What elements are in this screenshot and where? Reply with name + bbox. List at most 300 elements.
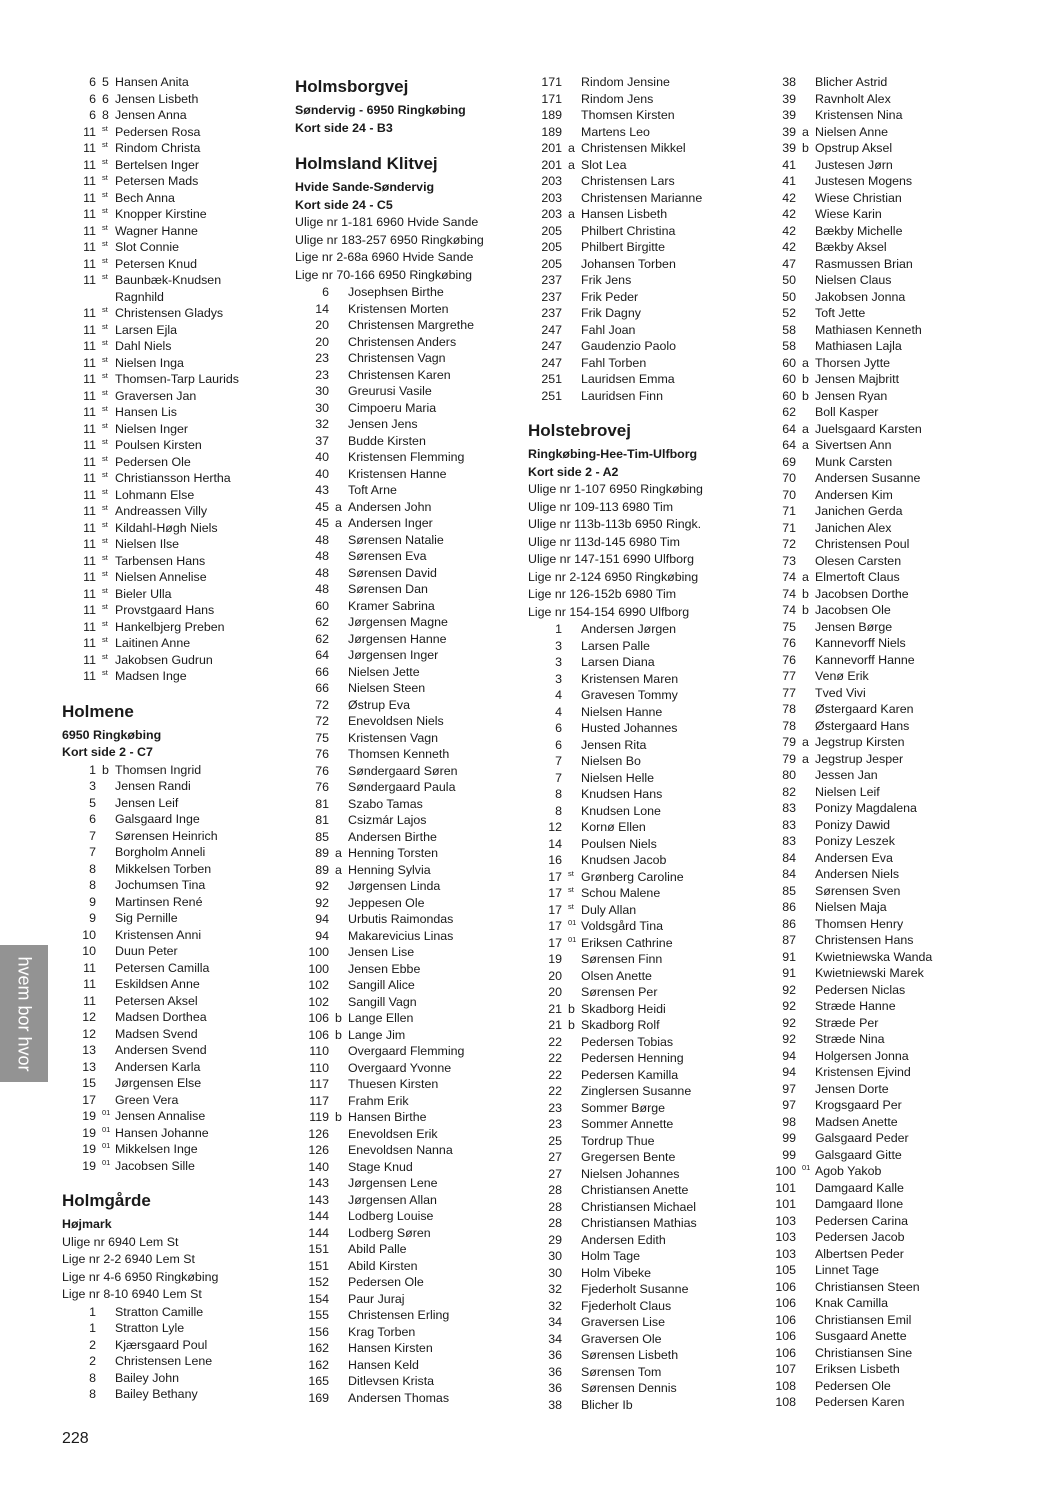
house-number: 205 xyxy=(541,256,562,271)
house-number: 119 xyxy=(309,1110,329,1124)
resident-name: Christensen Lene xyxy=(115,1354,213,1368)
house-number: 75 xyxy=(782,619,796,634)
postal-range: Ulige nr 109-113 6980 Tim xyxy=(528,499,674,514)
map-reference: Kort side 2 - C7 xyxy=(62,745,153,759)
resident-name: Christiansson Hertha xyxy=(115,471,231,485)
resident-name: Sørensen Finn xyxy=(581,952,663,966)
house-suffix: st xyxy=(568,868,574,878)
resident-name: Thuesen Kirsten xyxy=(348,1077,439,1091)
resident-row xyxy=(762,652,987,669)
house-number: 22 xyxy=(548,1084,562,1098)
house-number: 64 xyxy=(782,421,796,436)
house-number: 13 xyxy=(82,1043,96,1057)
resident-row xyxy=(528,173,753,190)
resident-row xyxy=(295,697,520,714)
resident-row xyxy=(528,1166,753,1183)
resident-name: Thomsen Ingrid xyxy=(115,762,202,777)
house-suffix: st xyxy=(102,255,108,265)
house-number: 27 xyxy=(548,1150,562,1164)
resident-name: Knak Camilla xyxy=(815,1296,888,1310)
resident-name: Philbert Birgitte xyxy=(581,240,666,254)
resident-row xyxy=(762,1015,987,1032)
postal-range: Lige nr 70-166 6950 Ringkøbing xyxy=(295,267,473,282)
resident-name: Duly Allan xyxy=(581,902,637,917)
house-suffix: st xyxy=(102,437,108,446)
resident-name: Sørensen Eva xyxy=(348,549,427,563)
house-number: 40 xyxy=(315,466,329,481)
house-number: 11 xyxy=(83,993,96,1008)
resident-row xyxy=(62,910,287,927)
resident-name: Green Vera xyxy=(115,1092,179,1107)
resident-row xyxy=(762,1312,987,1329)
house-suffix: st xyxy=(102,140,108,149)
house-number: 71 xyxy=(782,504,796,518)
resident-name: Tarbensen Hans xyxy=(115,553,206,568)
resident-name: Knudsen Lone xyxy=(581,803,661,818)
resident-name: Pedersen Carina xyxy=(815,1213,908,1228)
resident-row xyxy=(295,713,520,730)
resident-row xyxy=(762,1180,987,1197)
house-number: 203 xyxy=(541,207,562,221)
resident-name: Skadborg Heidi xyxy=(581,1001,666,1016)
resident-row xyxy=(295,1027,520,1044)
resident-name: Bailey John xyxy=(115,1370,180,1385)
resident-name: Kannevorff Niels xyxy=(815,636,906,650)
resident-row xyxy=(528,1116,753,1133)
house-number: 16 xyxy=(548,853,562,867)
house-number: 11 xyxy=(83,471,96,485)
resident-row xyxy=(295,680,520,697)
resident-name: Sivertsen Ann xyxy=(815,438,892,452)
resident-row xyxy=(528,654,753,671)
resident-name: Dahl Niels xyxy=(115,339,172,353)
street-section xyxy=(295,74,520,137)
resident-row xyxy=(528,786,753,803)
resident-name: Eskildsen Anne xyxy=(115,977,200,991)
house-number: 97 xyxy=(782,1098,796,1112)
house-number: 11 xyxy=(83,537,96,551)
resident-row xyxy=(528,91,753,108)
resident-row xyxy=(762,107,987,124)
resident-row xyxy=(295,862,520,879)
house-suffix: a xyxy=(802,570,809,584)
house-number: 81 xyxy=(315,796,329,811)
house-number: 41 xyxy=(782,157,796,172)
resident-row xyxy=(62,305,287,322)
resident-name: Elmertoft Claus xyxy=(815,570,900,584)
resident-row xyxy=(762,1048,987,1065)
resident-name: Kristensen Anni xyxy=(115,927,202,942)
house-number: 11 xyxy=(83,603,96,617)
resident-row xyxy=(528,935,753,952)
resident-name: Christiansen Sine xyxy=(815,1345,913,1360)
house-number: 22 xyxy=(548,1051,562,1065)
resident-name: Henning Sylvia xyxy=(348,862,431,877)
house-suffix: b xyxy=(335,1110,342,1124)
resident-name: Jørgensen Else xyxy=(115,1076,202,1090)
resident-row xyxy=(528,1364,753,1381)
resident-row xyxy=(762,1361,987,1378)
resident-row xyxy=(62,1059,287,1076)
house-number: 83 xyxy=(782,801,796,815)
resident-row xyxy=(528,869,753,886)
resident-row xyxy=(762,1378,987,1395)
resident-name: Baunbæk-Knudsen xyxy=(115,273,222,287)
resident-row xyxy=(528,1397,753,1414)
house-number: 247 xyxy=(541,355,562,370)
directory-column-4 xyxy=(762,74,987,1411)
resident-name: Johansen Torben xyxy=(581,256,676,271)
resident-row xyxy=(295,499,520,516)
resident-name: Agob Yakob xyxy=(815,1164,882,1178)
map-reference: Kort side 24 - C5 xyxy=(295,197,393,212)
house-number: 62 xyxy=(315,615,329,629)
house-suffix: a xyxy=(568,157,575,172)
resident-row xyxy=(62,635,287,652)
resident-row xyxy=(762,784,987,801)
resident-row xyxy=(528,852,753,869)
house-number: 40 xyxy=(315,450,329,464)
resident-row xyxy=(528,1380,753,1397)
resident-name: Sommer Børge xyxy=(581,1100,665,1115)
resident-row xyxy=(528,256,753,273)
resident-row xyxy=(295,1390,520,1407)
house-number: 106 xyxy=(775,1312,796,1327)
resident-row xyxy=(295,631,520,648)
house-number: 155 xyxy=(308,1308,329,1322)
house-number: 11 xyxy=(83,454,96,469)
house-number: 58 xyxy=(782,322,796,337)
resident-row xyxy=(528,1248,753,1265)
resident-name: Jacobsen Sille xyxy=(115,1158,195,1173)
resident-row xyxy=(528,140,753,157)
house-number: 9 xyxy=(89,911,96,925)
resident-name: Kannevorff Hanne xyxy=(815,652,915,667)
resident-row xyxy=(295,829,520,846)
resident-row xyxy=(528,1265,753,1282)
house-number: 1 xyxy=(89,762,96,777)
house-number: 50 xyxy=(782,289,796,304)
resident-row xyxy=(62,470,287,487)
resident-row xyxy=(295,895,520,912)
resident-name: Jørgensen Magne xyxy=(348,615,448,629)
resident-name: Hansen Lisbeth xyxy=(581,207,668,221)
house-suffix: 5 xyxy=(102,75,109,89)
house-number: 237 xyxy=(541,273,562,287)
resident-name: Fahl Torben xyxy=(581,355,647,370)
house-number: 70 xyxy=(782,471,796,485)
resident-row xyxy=(528,1215,753,1232)
resident-row xyxy=(528,1314,753,1331)
house-number: 30 xyxy=(315,400,329,415)
resident-name: Nielsen Claus xyxy=(815,273,892,287)
house-number: 201 xyxy=(541,141,562,155)
house-number: 21 xyxy=(548,1018,562,1032)
resident-name: Thomsen Kenneth xyxy=(348,747,450,761)
house-number: 84 xyxy=(782,867,796,881)
house-number: 85 xyxy=(782,883,796,898)
resident-name: Skadborg Rolf xyxy=(581,1018,660,1032)
resident-row xyxy=(762,173,987,190)
house-number: 62 xyxy=(782,405,796,419)
house-number: 11 xyxy=(83,619,96,634)
resident-name: Janichen Gerda xyxy=(815,504,903,518)
resident-row xyxy=(62,811,287,828)
resident-row xyxy=(62,602,287,619)
house-number: 72 xyxy=(315,714,329,728)
resident-name: Hansen Anita xyxy=(115,75,189,89)
house-suffix: st xyxy=(568,885,574,894)
resident-name: Bieler Ulla xyxy=(115,586,172,601)
resident-name: Christiansen Anette xyxy=(581,1183,689,1197)
resident-name: Christensen Poul xyxy=(815,537,910,551)
house-number: 189 xyxy=(541,124,562,139)
house-number: 77 xyxy=(782,669,796,683)
resident-row xyxy=(295,763,520,780)
house-suffix: a xyxy=(802,355,809,370)
house-number: 126 xyxy=(308,1126,329,1141)
house-number: 86 xyxy=(782,900,796,914)
resident-row xyxy=(62,437,287,454)
resident-name: Hansen Johanne xyxy=(115,1125,209,1140)
resident-name: Pedersen Kamilla xyxy=(581,1067,679,1082)
resident-name: Jensen Rita xyxy=(581,737,647,752)
house-suffix: st xyxy=(102,536,108,545)
house-number: 42 xyxy=(782,240,796,254)
resident-name: Tved Vivi xyxy=(815,685,866,700)
resident-name: Krogsgaard Per xyxy=(815,1098,902,1112)
resident-row xyxy=(528,1149,753,1166)
house-number: 22 xyxy=(548,1067,562,1082)
resident-row xyxy=(762,635,987,652)
resident-row xyxy=(762,850,987,867)
house-number: 151 xyxy=(308,1242,329,1256)
house-number: 11 xyxy=(83,636,96,650)
house-number: 20 xyxy=(315,318,329,332)
resident-row xyxy=(295,994,520,1011)
resident-name: Hansen Lis xyxy=(115,405,177,419)
resident-name: Abild Palle xyxy=(348,1242,407,1256)
resident-row xyxy=(528,371,753,388)
house-number: 12 xyxy=(82,1026,96,1041)
house-number: 92 xyxy=(782,1032,796,1046)
house-number: 8 xyxy=(555,787,562,801)
resident-row xyxy=(528,753,753,770)
resident-name: Holm Tage xyxy=(581,1249,640,1263)
resident-name: Eriksen Cathrine xyxy=(581,935,673,950)
resident-name: Lauridsen Emma xyxy=(581,372,675,386)
resident-row xyxy=(295,977,520,994)
house-number: 3 xyxy=(555,655,562,669)
house-number: 64 xyxy=(782,438,796,452)
resident-name: Bailey Bethany xyxy=(115,1387,198,1401)
house-suffix: 6 xyxy=(102,91,109,106)
resident-name: Tordrup Thue xyxy=(581,1133,655,1148)
resident-row xyxy=(295,1324,520,1341)
resident-row xyxy=(295,664,520,681)
house-number: 1 xyxy=(89,1304,96,1319)
resident-row xyxy=(528,968,753,985)
resident-name: Hansen Kirsten xyxy=(348,1341,433,1355)
resident-name: Sørensen Dan xyxy=(348,582,428,596)
resident-name: Jensen Anna xyxy=(115,108,187,122)
resident-row xyxy=(295,1043,520,1060)
house-number: 79 xyxy=(782,735,796,749)
house-suffix: b xyxy=(802,586,809,601)
resident-row xyxy=(528,289,753,306)
house-number: 60 xyxy=(782,372,796,386)
resident-row xyxy=(528,638,753,655)
house-number: 10 xyxy=(82,927,96,942)
resident-row xyxy=(62,1141,287,1158)
house-number: 60 xyxy=(782,388,796,403)
house-suffix: 01 xyxy=(802,1163,811,1172)
street-section xyxy=(528,418,753,1413)
house-number: 9 xyxy=(89,894,96,909)
resident-row xyxy=(295,383,520,400)
house-suffix: st xyxy=(102,602,108,611)
house-suffix: st xyxy=(102,635,108,644)
resident-row xyxy=(528,1298,753,1315)
street-section xyxy=(528,74,753,404)
house-number: 11 xyxy=(83,504,96,518)
house-number: 30 xyxy=(315,384,329,398)
resident-name: Jørgensen Linda xyxy=(348,879,441,893)
house-number: 78 xyxy=(782,718,796,733)
resident-name: Søndergaard Paula xyxy=(348,780,456,794)
resident-row xyxy=(62,927,287,944)
resident-name: Pedersen Karen xyxy=(815,1395,905,1409)
house-suffix: b xyxy=(335,1027,342,1042)
resident-name: Ravnholt Alex xyxy=(815,91,891,106)
house-number: 11 xyxy=(83,372,96,386)
house-number: 106 xyxy=(308,1011,329,1025)
resident-row xyxy=(762,767,987,784)
house-number: 92 xyxy=(315,879,329,893)
house-number: 99 xyxy=(782,1147,796,1162)
house-number: 92 xyxy=(782,999,796,1013)
resident-name: Knudsen Hans xyxy=(581,787,663,801)
house-number: 87 xyxy=(782,933,796,947)
resident-row xyxy=(762,322,987,339)
resident-name: Cimpoeru Maria xyxy=(348,400,437,415)
house-number: 20 xyxy=(548,985,562,999)
house-number: 251 xyxy=(541,372,562,386)
resident-row xyxy=(762,1229,987,1246)
resident-name: Holgersen Jonna xyxy=(815,1048,909,1063)
house-number: 19 xyxy=(548,952,562,966)
resident-row xyxy=(62,619,287,636)
house-number: 97 xyxy=(782,1081,796,1096)
resident-row xyxy=(62,1320,287,1337)
resident-row xyxy=(295,565,520,582)
house-number: 99 xyxy=(782,1131,796,1145)
resident-name: Rindom Christa xyxy=(115,141,201,155)
resident-name: Jacobsen Dorthe xyxy=(815,586,909,601)
postal-range: Ulige nr 1-181 6960 Hvide Sande xyxy=(295,215,479,229)
resident-row xyxy=(295,647,520,664)
resident-row xyxy=(62,223,287,240)
resident-name: Stage Knud xyxy=(348,1159,413,1174)
house-number: 117 xyxy=(309,1077,329,1091)
resident-row xyxy=(762,1394,987,1411)
house-number: 94 xyxy=(782,1048,796,1063)
house-suffix: st xyxy=(102,371,108,380)
house-number: 108 xyxy=(775,1395,796,1409)
house-number: 8 xyxy=(89,861,96,876)
house-number: 74 xyxy=(782,586,796,601)
house-number: 86 xyxy=(782,916,796,931)
postal-range: Lige nr 4-6 6950 Ringkøbing xyxy=(62,1269,219,1284)
resident-row xyxy=(295,1340,520,1357)
resident-row xyxy=(62,355,287,372)
house-number: 60 xyxy=(782,355,796,370)
resident-name: Nielsen Inger xyxy=(115,421,189,436)
house-number: 76 xyxy=(782,652,796,667)
resident-row xyxy=(295,812,520,829)
house-number: 74 xyxy=(782,603,796,617)
resident-row xyxy=(62,586,287,603)
house-number: 17 xyxy=(82,1092,96,1107)
resident-name: Christensen Karen xyxy=(348,367,451,382)
house-number: 37 xyxy=(315,433,329,448)
house-number: 11 xyxy=(83,669,96,683)
resident-row xyxy=(762,866,987,883)
resident-row xyxy=(762,470,987,487)
resident-name: Knopper Kirstine xyxy=(115,207,207,221)
resident-row xyxy=(62,1370,287,1387)
street-section xyxy=(62,1188,287,1403)
resident-name: Jensen Jens xyxy=(348,417,418,431)
postal-range: Ulige nr 113d-145 6980 Tim xyxy=(528,534,680,549)
house-number: 12 xyxy=(82,1010,96,1024)
resident-name: Schou Malene xyxy=(581,886,661,900)
resident-name: Gaudenzio Paolo xyxy=(581,339,677,353)
house-number: 247 xyxy=(541,322,562,337)
house-number: 101 xyxy=(775,1197,796,1211)
resident-name: Madsen Dorthea xyxy=(115,1010,207,1024)
resident-name: Boll Kasper xyxy=(815,405,879,419)
resident-name: Andersen Jørgen xyxy=(581,622,677,636)
resident-name: Wiese Christian xyxy=(815,190,902,205)
house-suffix: a xyxy=(802,124,809,139)
house-number: 58 xyxy=(782,339,796,353)
resident-row xyxy=(762,800,987,817)
house-number: 76 xyxy=(315,780,329,794)
resident-name: Susgaard Anette xyxy=(815,1329,907,1343)
house-number: 60 xyxy=(315,598,329,613)
resident-name: Enevoldsen Nanna xyxy=(348,1143,453,1157)
resident-name: Rindom Jens xyxy=(581,91,654,106)
house-number: 6 xyxy=(555,737,562,752)
house-suffix: a xyxy=(335,499,342,514)
resident-row xyxy=(762,124,987,141)
resident-name: Enevoldsen Niels xyxy=(348,714,444,728)
resident-name: Jensen Lise xyxy=(348,945,415,959)
house-number: 144 xyxy=(308,1209,329,1223)
resident-row xyxy=(528,157,753,174)
resident-row xyxy=(762,1345,987,1362)
postal-range: Lige nr 8-10 6940 Lem St xyxy=(62,1287,202,1301)
resident-row xyxy=(295,746,520,763)
house-number: 11 xyxy=(83,421,96,436)
resident-row xyxy=(62,454,287,471)
resident-row xyxy=(762,998,987,1015)
resident-name: Stræde Hanne xyxy=(815,999,896,1013)
resident-name: Sangill Vagn xyxy=(348,994,417,1009)
resident-row xyxy=(295,1076,520,1093)
resident-row xyxy=(528,918,753,935)
